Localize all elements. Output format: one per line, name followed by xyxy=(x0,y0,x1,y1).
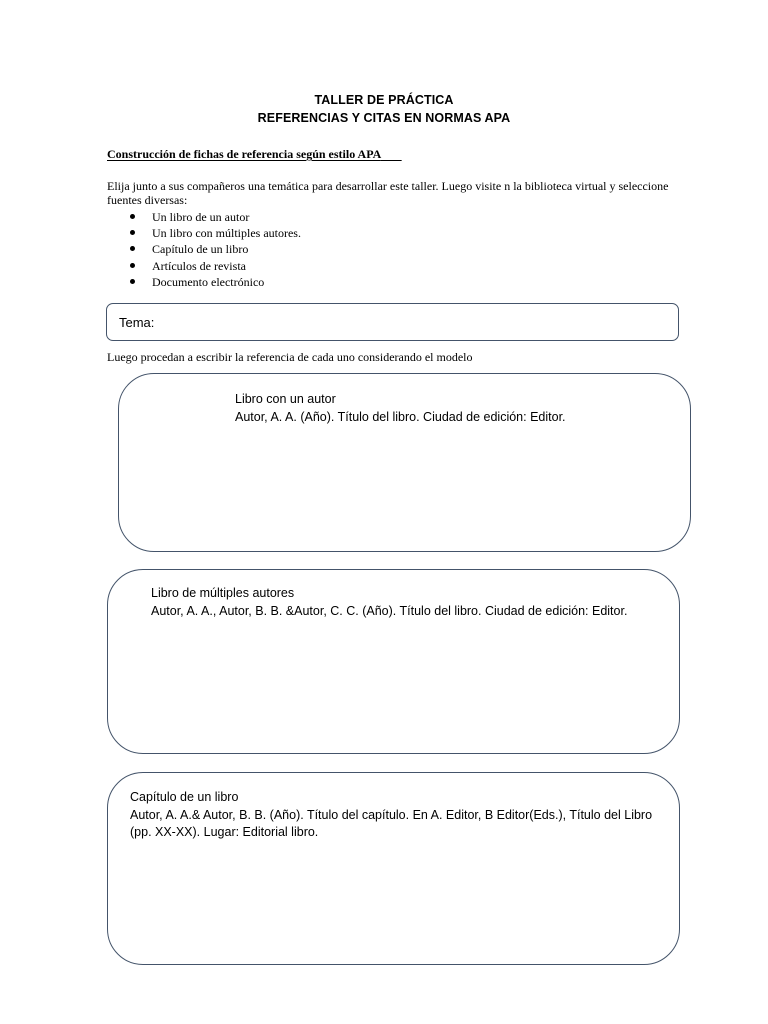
reference-box-book-chapter-text xyxy=(130,789,652,842)
reference-box-title: Capítulo de un libro xyxy=(130,790,239,804)
reference-box-model: Autor, A. A. (Año). Título del libro. Ciudad de edición: Editor. xyxy=(235,409,566,424)
list-item-label: Capítulo de un libro xyxy=(152,242,249,257)
source-type-list xyxy=(107,209,301,290)
section-heading-text: Construcción de fichas de referencia según estilo APA xyxy=(107,147,381,161)
bullet-icon xyxy=(130,230,135,235)
list-item-label: Documento electrónico xyxy=(152,274,265,289)
list-item xyxy=(107,258,301,274)
reference-box-title: Libro con un autor xyxy=(235,392,336,406)
reference-box-title: Libro de múltiples autores xyxy=(151,586,295,600)
list-item xyxy=(107,225,301,241)
reference-box-model: Autor, A. A., Autor, B. B. &Autor, C. C. (Año). Título del libro. Ciudad de edición: Editor. xyxy=(151,603,628,618)
list-item xyxy=(107,209,301,225)
section-heading xyxy=(107,147,402,162)
bullet-icon xyxy=(130,214,135,219)
list-item-label: Un libro con múltiples autores. xyxy=(152,226,301,241)
reference-box-model-line-1: Autor, A. A.& Autor, B. B. (Año). Título del capítulo. En A. Editor, B Editor(Eds.), Título del Libro xyxy=(130,807,653,822)
bullet-icon xyxy=(130,279,135,284)
instruction-text: Luego procedan a escribir la referencia de cada uno considerando el modelo xyxy=(107,350,473,364)
tema-label: Tema: xyxy=(119,315,155,330)
list-item-label: Artículos de revista xyxy=(152,258,246,273)
tema-field[interactable] xyxy=(106,303,679,341)
list-item xyxy=(107,274,301,290)
reference-box-multiple-authors-text xyxy=(151,585,627,620)
intro-paragraph: Elija junto a sus compañeros una temática para desarrollar este taller. Luego visite n la biblioteca virtual y seleccione fuentes diversas: xyxy=(107,179,669,207)
reference-box-single-author-text xyxy=(235,391,566,426)
bullet-icon xyxy=(130,263,135,268)
list-item xyxy=(107,241,301,257)
reference-box-model-line-2: (pp. XX-XX). Lugar: Editorial libro. xyxy=(130,825,319,839)
document-title-line-1: TALLER DE PRÁCTICA xyxy=(314,93,454,107)
list-item-label: Un libro de un autor xyxy=(152,210,250,224)
bullet-icon xyxy=(130,246,135,251)
document-title-line-2: REFERENCIAS Y CITAS EN NORMAS APA xyxy=(257,111,511,125)
